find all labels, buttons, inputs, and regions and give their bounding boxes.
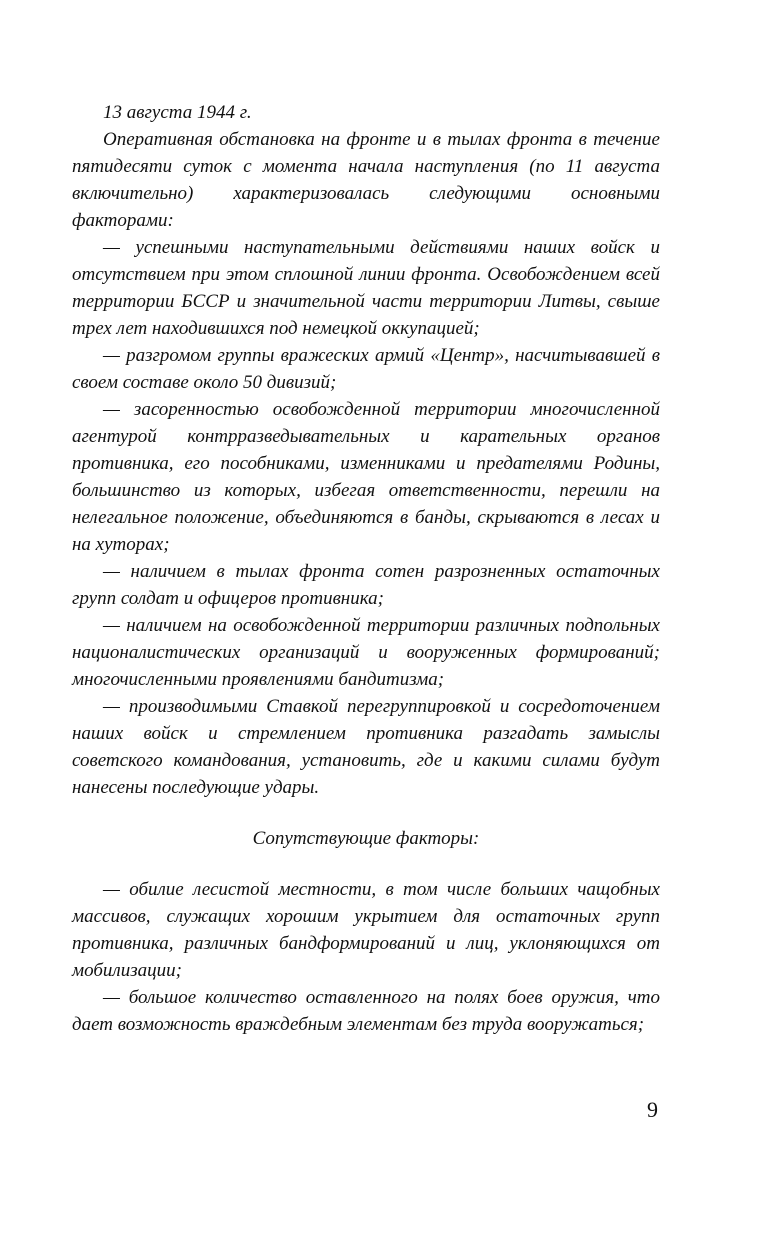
intro-paragraph: Оперативная обстановка на фронте и в тылах фронта в течение пятидесяти суток с момента начала наступления (по 11 августа включительно) характеризовалась следующими основными факторами: <box>72 129 660 231</box>
main-factor-paragraph: — наличием в тылах фронта сотен разрозненных остаточных групп солдат и офицеров противника; <box>72 561 660 609</box>
main-factor-paragraph: — засоренностью освобожденной территории многочисленной агентурой контрразведывательных и карательных органов противника, его пособниками, изменниками и предателями Родины, большинство из которых, избегая ответственности, перешли на нелегальное положение, объединяются в банды, скрываются в лесах и на хуторах; <box>72 399 660 555</box>
document-date: 13 августа 1944 г. <box>103 102 252 123</box>
main-factor-paragraph: — успешными наступательными действиями наших войск и отсутствием при этом сплошной линии фронта. Освобождением всей территории БССР и значительной части территории Литвы, свыше трех лет находившихся под немецкой оккупацией; <box>72 237 660 339</box>
page-body-text <box>72 99 660 1038</box>
main-factor-paragraph: — разгромом группы вражеских армий «Центр», насчитывавшей в своем составе около 50 дивизий; <box>72 345 660 393</box>
section-heading: Сопутствующие факторы: <box>252 828 480 849</box>
accompanying-factor-paragraph: — большое количество оставленного на полях боев оружия, что дает возможность враждебным элементам без труда вооружаться; <box>72 987 660 1035</box>
accompanying-factor-paragraph: — обилие лесистой местности, в том числе больших чащобных массивов, служащих хорошим укрытием для остаточных групп противника, различных бандформирований и лиц, уклоняющихся от мобилизации; <box>72 879 660 981</box>
page-number: 9 <box>647 1097 658 1122</box>
main-factor-paragraph: — производимыми Ставкой перегруппировкой и сосредоточением наших войск и стремлением противника разгадать замыслы советского командования, установить, где и какими силами будут нанесены последующие удары. <box>72 696 660 798</box>
main-factor-paragraph: — наличием на освобожденной территории различных подпольных националистических организаций и вооруженных формирований; многочисленными проявлениями бандитизма; <box>72 615 660 690</box>
